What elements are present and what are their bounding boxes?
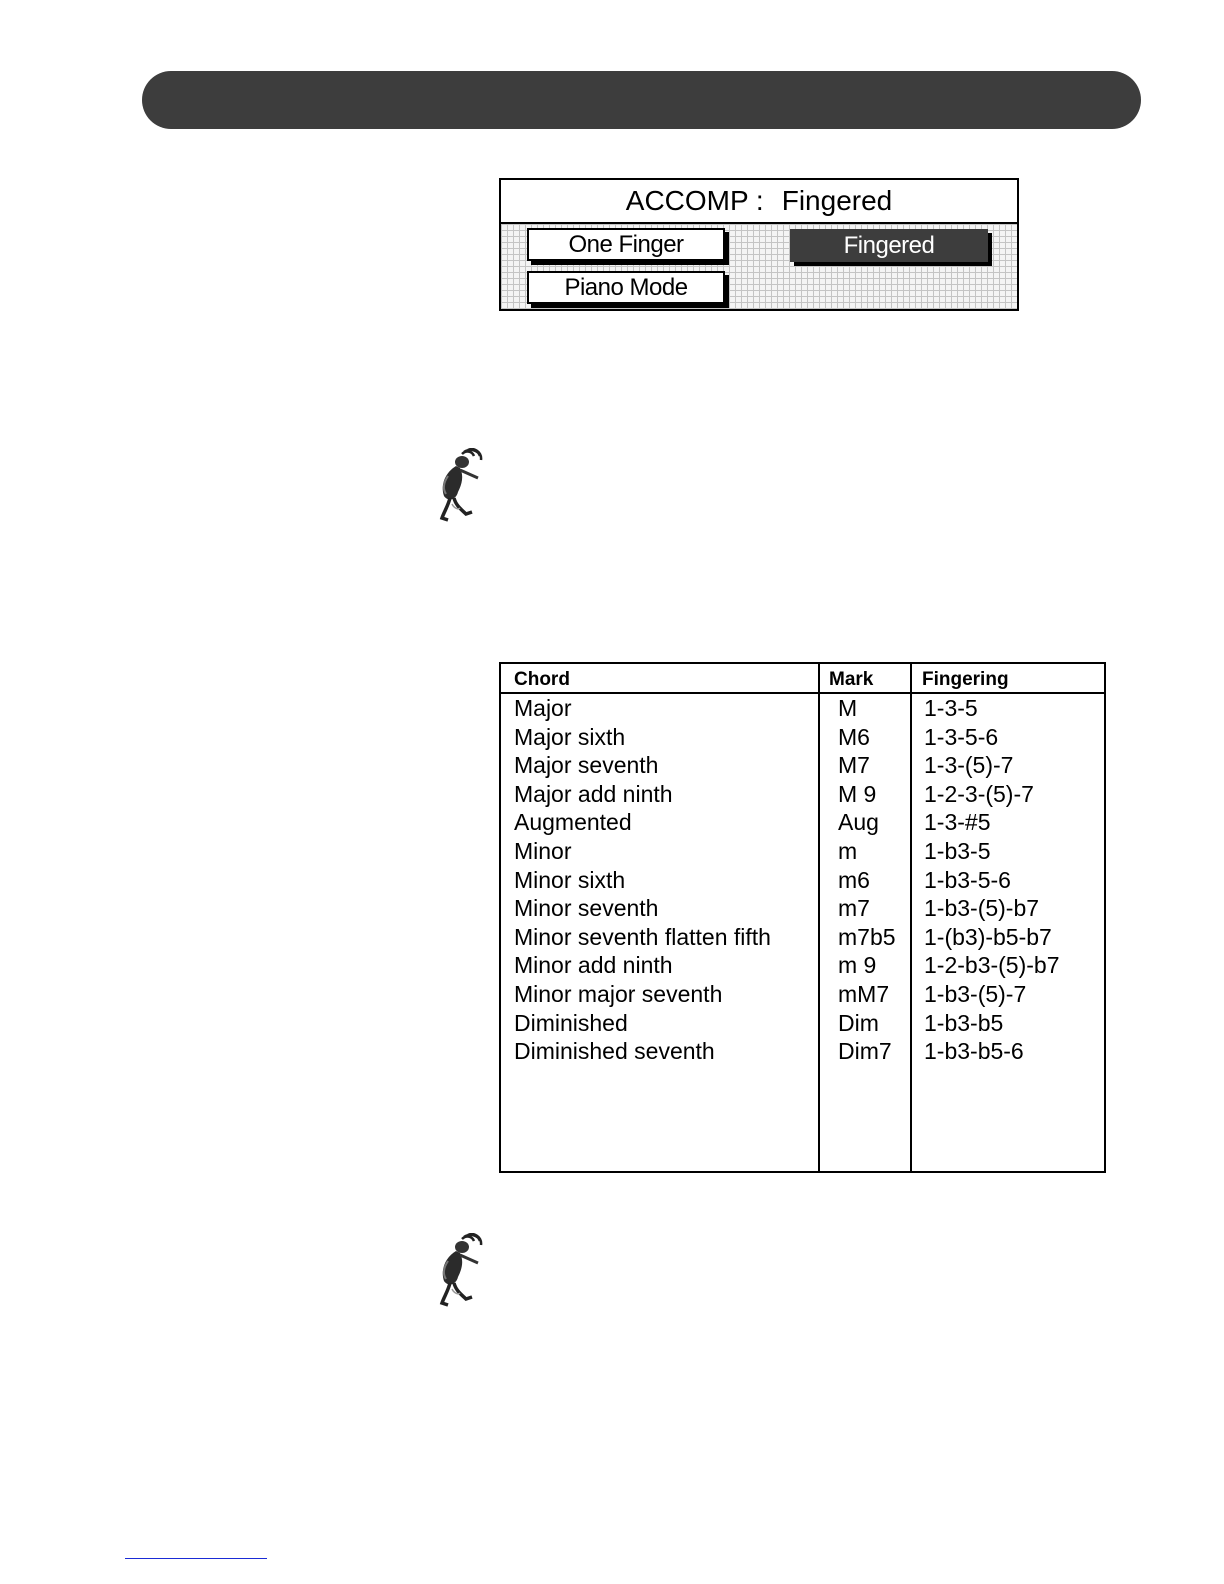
chord-name: Major add ninth [514, 780, 673, 807]
chord-rows [501, 695, 1104, 1067]
chord-mark: Dim [838, 1009, 879, 1036]
chord-fingering: 1-3-#5 [924, 809, 991, 836]
lcd-title [501, 180, 1017, 224]
chord-mark: m 9 [838, 952, 877, 979]
table-row [501, 981, 1104, 1010]
chord-name: Diminished seventh [514, 1038, 715, 1065]
header-fingering: Fingering [922, 669, 1009, 690]
chord-fingering: 1-3-(5)-7 [924, 752, 1014, 779]
kokopelli-icon [434, 1233, 484, 1307]
table-row [501, 867, 1104, 896]
chord-mark: m6 [838, 866, 870, 893]
chord-name: Minor [514, 837, 572, 864]
chord-name: Major seventh [514, 752, 659, 779]
fingered-button[interactable]: Fingered [790, 229, 988, 262]
chord-fingering: 1-b3-b5 [924, 1009, 1004, 1036]
chord-mark: Dim7 [838, 1038, 892, 1065]
chord-name: Minor seventh [514, 895, 659, 922]
chord-mark: m7 [838, 895, 870, 922]
chord-name: Diminished [514, 1009, 628, 1036]
table-row [501, 781, 1104, 810]
chord-mark: M 9 [838, 780, 877, 807]
chord-name: Major [514, 695, 572, 721]
chord-fingering: 1-3-5 [924, 695, 978, 721]
chord-fingering: 1-b3-(5)-b7 [924, 895, 1040, 922]
chord-mark: M [838, 695, 858, 721]
chord-fingering: 1-b3-b5-6 [924, 1038, 1024, 1065]
chapter-header-bar [142, 71, 1141, 129]
table-row [501, 1010, 1104, 1039]
lcd-button-area [501, 224, 1017, 309]
kokopelli-icon [434, 448, 484, 522]
chord-fingering: 1-b3-5-6 [924, 866, 1011, 893]
chord-name: Minor seventh flatten fifth [514, 923, 771, 950]
table-row [501, 724, 1104, 753]
chord-mark: m [838, 837, 858, 864]
chord-fingering: 1-b3-5 [924, 837, 991, 864]
chord-name: Minor sixth [514, 866, 626, 893]
table-row [501, 895, 1104, 924]
table-row [501, 952, 1104, 981]
chord-name: Augmented [514, 809, 632, 836]
lcd-label: ACCOMP : [625, 185, 764, 216]
chord-mark: M7 [838, 752, 870, 779]
table-row [501, 695, 1104, 724]
footer-rule [125, 1558, 267, 1559]
chord-fingering: 1-2-b3-(5)-b7 [924, 952, 1060, 979]
chord-name: Major sixth [514, 723, 626, 750]
chord-mark: m7b5 [838, 923, 896, 950]
table-row [501, 838, 1104, 867]
chord-name: Minor major seventh [514, 980, 723, 1007]
chord-mark: Aug [838, 809, 879, 836]
chord-fingering: 1-2-3-(5)-7 [924, 780, 1034, 807]
table-row [501, 809, 1104, 838]
lcd-value: Fingered [781, 185, 893, 216]
lcd-display [499, 178, 1019, 311]
chord-fingering: 1-b3-(5)-7 [924, 980, 1027, 1007]
chord-mark: M6 [838, 723, 870, 750]
table-row [501, 1038, 1104, 1067]
chord-name: Minor add ninth [514, 952, 673, 979]
chord-fingering: 1-3-5-6 [924, 723, 999, 750]
table-row [501, 924, 1104, 953]
header-divider [501, 692, 1104, 694]
header-chord: Chord [514, 669, 570, 690]
table-row [501, 752, 1104, 781]
chord-mark: mM7 [838, 980, 890, 1007]
chord-fingering: 1-(b3)-b5-b7 [924, 923, 1052, 950]
piano-mode-button[interactable]: Piano Mode [527, 271, 725, 304]
chord-table [499, 662, 1106, 1173]
header-mark: Mark [829, 669, 874, 690]
one-finger-button[interactable]: One Finger [527, 228, 725, 261]
